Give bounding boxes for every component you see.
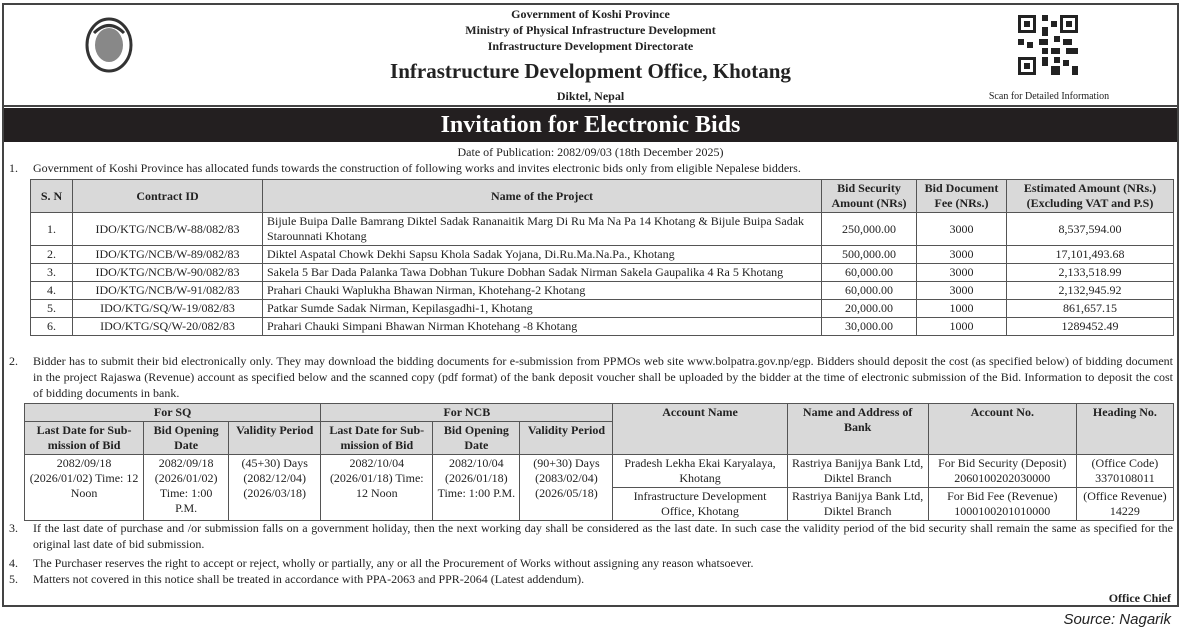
cell-estimated-amount: 1289452.49: [1007, 318, 1174, 336]
item-text: If the last date of purchase and /or submission falls on a government holiday, then the next working day shall be considered as the last date. In such case the validity period of the bid security shall remain the same as specified for the original last date of bid submission.: [33, 521, 1173, 551]
heading-no: (Office Code) 3370108011: [1076, 455, 1173, 488]
qr-code-icon[interactable]: [1018, 15, 1078, 75]
table-row: [31, 213, 1174, 246]
sq-opening-date: 2082/09/18 (2026/01/02) Time: 1:00 P.M.: [144, 455, 229, 521]
sq-last-date: 2082/09/18 (2026/01/02) Time: 12 Noon: [25, 455, 144, 521]
cell-estimated-amount: 861,657.15: [1007, 300, 1174, 318]
group-header-row: [25, 404, 1174, 422]
cell-project-name: Prahari Chauki Waplukha Bhawan Nirman, Khotehang-2 Khotang: [263, 282, 822, 300]
cell-sn: 3.: [31, 264, 73, 282]
cell-estimated-amount: 2,132,945.92: [1007, 282, 1174, 300]
cell-contract-id: IDO/KTG/NCB/W-90/082/83: [73, 264, 263, 282]
col-heading-no: Heading No.: [1076, 404, 1173, 455]
account-no: For Bid Security (Deposit) 2060100202030000: [928, 455, 1076, 488]
item-text: Government of Koshi Province has allocated funds towards the construction of following works and invites electronic bids only from eligible Nepalese bidders.: [33, 161, 801, 175]
bank-name: Rastriya Banijya Bank Ltd, Diktel Branch: [787, 488, 928, 521]
col-doc-fee: Bid Document Fee (NRs.): [917, 180, 1007, 213]
col-ncb-last-date: Last Date for Sub-mission of Bid: [321, 422, 433, 455]
qr-caption: Scan for Detailed Information: [988, 91, 1110, 102]
cell-contract-id: IDO/KTG/SQ/W-20/082/83: [73, 318, 263, 336]
gov-line: Government of Koshi Province: [511, 7, 670, 21]
cell-sn: 1.: [31, 213, 73, 246]
cell-contract-id: IDO/KTG/SQ/W-19/082/83: [73, 300, 263, 318]
col-sq-last-date: Last Date for Sub-mission of Bid: [25, 422, 144, 455]
cell-contract-id: IDO/KTG/NCB/W-89/082/83: [73, 246, 263, 264]
col-sq-opening: Bid Opening Date: [144, 422, 229, 455]
bank-name: Rastriya Banijya Bank Ltd, Diktel Branch: [787, 455, 928, 488]
cell-sn: 2.: [31, 246, 73, 264]
cell-doc-fee: 3000: [917, 246, 1007, 264]
ministry-line: Ministry of Physical Infrastructure Development: [465, 23, 716, 37]
table-row: [31, 318, 1174, 336]
item-text: Bidder has to submit their bid electronically only. They may download the bidding documents for e-submission from PPMOs web site www.bolpatra.gov.np/egp. Bidders should deposit the cost (as specified below) of bidding document in the project Rajaswa (Revenue) account as specified below and the scanned copy (pdf format) of the bank deposit voucher shall be uploaded by the bidder at the time of electronic submission of the Bid. Information to deposit the cost of bidding documents in bank.: [33, 354, 1173, 400]
cell-doc-fee: 1000: [917, 318, 1007, 336]
notice-frame: [2, 3, 1179, 607]
col-sq-validity: Validity Period: [229, 422, 321, 455]
account-name: Pradesh Lekha Ekai Karyalaya, Khotang: [613, 455, 787, 488]
item-text: The Purchaser reserves the right to accept or reject, wholly or partially, any or all the Procurement of Works without assigning any reason whatsoever.: [33, 556, 754, 570]
item-1: [9, 160, 1173, 176]
works-table: [30, 179, 1174, 336]
cell-bid-security: 250,000.00: [822, 213, 917, 246]
col-project-name: Name of the Project: [263, 180, 822, 213]
publication-date: Date of Publication: 2082/09/03 (18th December 2025): [457, 145, 724, 159]
account-name: Infrastructure Development Office, Khotang: [613, 488, 787, 521]
item-number: 1.: [9, 161, 18, 175]
cell-doc-fee: 1000: [917, 300, 1007, 318]
cell-doc-fee: 3000: [917, 213, 1007, 246]
col-account-name: Account Name: [613, 404, 787, 455]
item-number: 2.: [9, 354, 18, 368]
table-header-row: [31, 180, 1174, 213]
table-row: [31, 246, 1174, 264]
table-row: [25, 455, 1174, 488]
cell-bid-security: 30,000.00: [822, 318, 917, 336]
source-credit: Source: Nagarik: [1063, 611, 1171, 628]
table-row: [31, 300, 1174, 318]
cell-project-name: Prahari Chauki Simpani Bhawan Nirman Khotehang -8 Khotang: [263, 318, 822, 336]
table-row: [31, 282, 1174, 300]
cell-bid-security: 500,000.00: [822, 246, 917, 264]
item-number: 4.: [9, 556, 18, 570]
cell-bid-security: 60,000.00: [822, 264, 917, 282]
cell-sn: 5.: [31, 300, 73, 318]
group-sq: For SQ: [25, 404, 321, 422]
cell-contract-id: IDO/KTG/NCB/W-88/082/83: [73, 213, 263, 246]
cell-project-name: Diktel Aspatal Chowk Dekhi Sapsu Khola Sadak Yojana, Di.Ru.Ma.Na.Pa., Khotang: [263, 246, 822, 264]
item-number: 5.: [9, 572, 18, 586]
cell-estimated-amount: 8,537,594.00: [1007, 213, 1174, 246]
cell-contract-id: IDO/KTG/NCB/W-91/082/83: [73, 282, 263, 300]
ncb-validity: (90+30) Days (2083/02/04) (2026/05/18): [520, 455, 613, 521]
col-estimated-amount: Estimated Amount (NRs.) (Excluding VAT and P.S): [1007, 180, 1174, 213]
table-row: [31, 264, 1174, 282]
ncb-opening-date: 2082/10/04 (2026/01/18) Time: 1:00 P.M.: [433, 455, 520, 521]
cell-estimated-amount: 17,101,493.68: [1007, 246, 1174, 264]
col-sn: S. N: [31, 180, 73, 213]
col-bank: Name and Address of Bank: [787, 404, 928, 455]
office-name: Infrastructure Development Office, Khotang: [390, 59, 791, 83]
item-number: 3.: [9, 521, 18, 535]
item-text: Matters not covered in this notice shall be treated in accordance with PPA-2063 and PPR-2064 (Latest addendum).: [33, 572, 585, 586]
cell-sn: 6.: [31, 318, 73, 336]
col-contract-id: Contract ID: [73, 180, 263, 213]
sq-validity: (45+30) Days (2082/12/04) (2026/03/18): [229, 455, 321, 521]
col-account-no: Account No.: [928, 404, 1076, 455]
bank-table: [24, 403, 1174, 521]
cell-project-name: Patkar Sumde Sadak Nirman, Kepilasgadhi-1, Khotang: [263, 300, 822, 318]
cell-doc-fee: 3000: [917, 264, 1007, 282]
notice-header: [4, 5, 1177, 107]
office-location: Diktel, Nepal: [556, 89, 625, 103]
directorate-line: Infrastructure Development Directorate: [487, 39, 694, 53]
item-5: [9, 571, 1173, 587]
signature-office-chief: Office Chief: [1108, 591, 1171, 605]
heading-no: (Office Revenue) 14229: [1076, 488, 1173, 521]
cell-project-name: Sakela 5 Bar Dada Palanka Tawa Dobhan Tukure Dobhan Sadak Nirman Sakela Gaupalika 4 Ra 5 Khotang: [263, 264, 822, 282]
account-no: For Bid Fee (Revenue) 1000100201010000: [928, 488, 1076, 521]
group-ncb: For NCB: [321, 404, 613, 422]
notice-title: Invitation for Electronic Bids: [4, 108, 1177, 142]
cell-sn: 4.: [31, 282, 73, 300]
cell-bid-security: 20,000.00: [822, 300, 917, 318]
cell-estimated-amount: 2,133,518.99: [1007, 264, 1174, 282]
col-ncb-opening: Bid Opening Date: [433, 422, 520, 455]
col-bid-security: Bid Security Amount (NRs): [822, 180, 917, 213]
ncb-last-date: 2082/10/04 (2026/01/18) Time: 12 Noon: [321, 455, 433, 521]
item-3: [9, 520, 1173, 552]
item-2: [9, 353, 1173, 401]
cell-project-name: Bijule Buipa Dalle Bamrang Diktel Sadak Rananaitik Marg Di Ru Ma Na Pa 14 Khotang & Bijule Buipa Sadak Starounnati Khotang: [263, 213, 822, 246]
cell-doc-fee: 3000: [917, 282, 1007, 300]
item-4: [9, 555, 1173, 571]
col-ncb-validity: Validity Period: [520, 422, 613, 455]
cell-bid-security: 60,000.00: [822, 282, 917, 300]
